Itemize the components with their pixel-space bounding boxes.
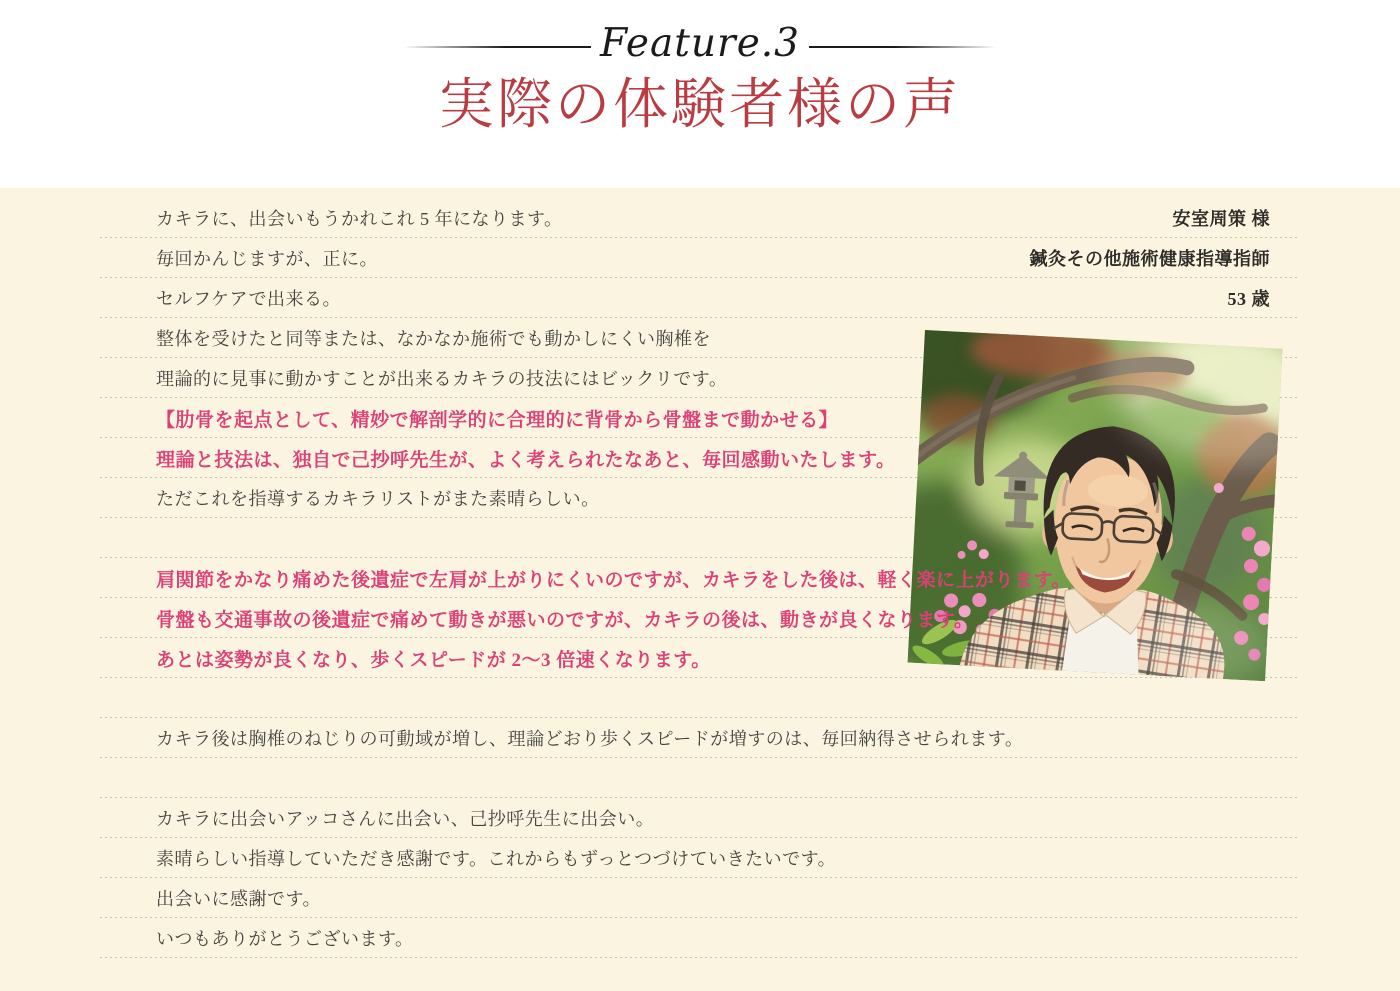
testimonial-row [100,198,1300,238]
line-text: 肩関節をかなり痛めた後遺症で左肩が上がりにくいのですが、カキラをした後は、軽く楽に上がります。 [156,569,1071,591]
testimonial-row [100,278,1300,318]
line-text: 毎回かんじますが、正に。 [156,249,378,269]
line-text: カキラに、出会いもうかれこれ 5 年になります。 [156,209,563,229]
line-text: カキラに出会いアッコさんに出会い、己抄呼先生に出会い。 [156,809,655,829]
line-text: 素晴らしい指導していただき感謝です。これからもずっとつづけていきたいです。 [156,849,837,869]
page-title: 実際の体験者様の声 [438,74,961,135]
line-text: 【肋骨を起点として、精妙で解剖学的に合理的に背骨から骨盤まで動かせる】 [156,409,839,431]
person-age: 53 歳 [1227,289,1270,309]
decorative-line-left [403,46,591,48]
line-text: セルフケアで出来る。 [156,289,341,309]
feature-label: Feature.3 [600,21,800,66]
person-occupation: 鍼灸その他施術健康指導指師 [1029,249,1270,269]
testimonial-row [100,878,1300,918]
line-text: ただこれを指導するカキラリストがまた素晴らしい。 [156,489,600,509]
testimonial-row [100,718,1300,758]
person-name: 安室周策 様 [1172,209,1270,229]
line-text: 理論的に見事に動かすことが出来るカキラの技法にはビックリです。 [156,369,728,389]
page-header [0,0,1400,188]
line-text: 出会いに感謝です。 [156,889,322,909]
testimonial-row [100,798,1300,838]
decorative-line-right [809,46,997,48]
line-text: カキラ後は胸椎のねじりの可動域が増し、理論どおり歩くスピードが増すのは、毎回納得させられます。 [156,729,1024,749]
line-text: 骨盤も交通事故の後遺症で痛めて動きが悪いのですが、カキラの後は、動きが良くなります。 [156,609,974,631]
testimonial-row [100,238,1300,278]
testimonial-row [100,678,1300,718]
line-text: 整体を受けたと同等または、なかなか施術でも動かしにくい胸椎を [156,329,711,349]
feature-heading [0,0,1400,69]
testimonial-section [0,188,1400,991]
line-text: いつもありがとうございます。 [156,929,414,949]
line-text: 理論と技法は、独自で己抄呼先生が、よく考えられたなあと、毎回感動いたします。 [156,449,896,471]
line-text: あとは姿勢が良くなり、歩くスピードが 2〜3 倍速くなります。 [156,649,711,671]
testimonial-row [100,918,1300,958]
testimonial-row [100,758,1300,798]
testimonial-row [100,838,1300,878]
